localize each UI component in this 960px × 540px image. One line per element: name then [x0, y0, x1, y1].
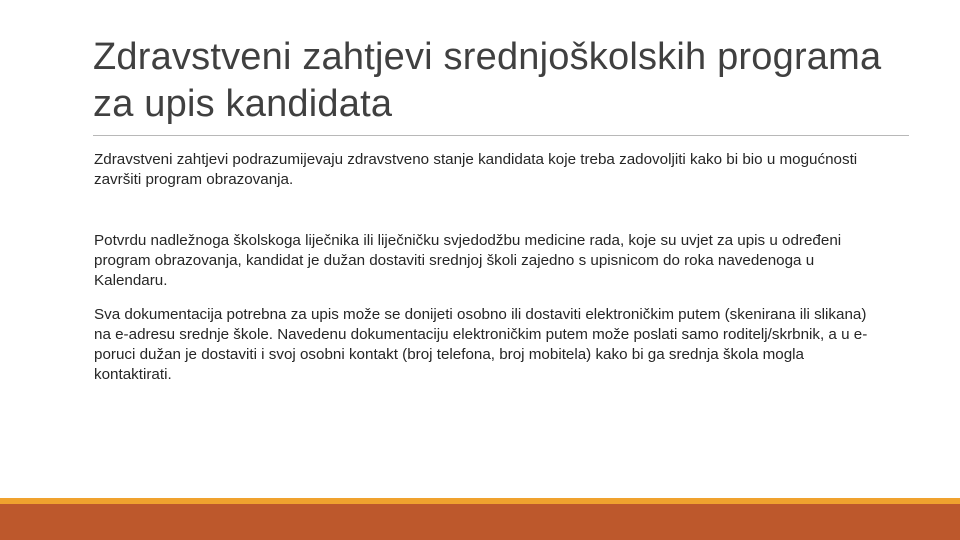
paragraph-medical-certificate: Potvrdu nadležnoga školskoga liječnika ili liječničku svjedodžbu medicine rada, koje su uvjet za upis u određeni program obrazovanja, kandidat je dužan dostaviti srednjoj školi zajedno s upisnicom do roka navedenoga u Kalendaru.	[94, 232, 842, 289]
paragraph-documentation-submission: Sva dokumentacija potrebna za upis može se donijeti osobno ili dostaviti elektroničkim putem (skenirana ili slikana) na e-adresu srednje škole. Navedenu dokumentaciju elektroničkim putem može poslati samo roditelj/skrbnik, a u e-poruci dužan je dostaviti i svoj osobni kontakt (broj telefona, broj mobitela) kako bi ga srednja škola mogla kontaktirati.	[94, 306, 868, 383]
footer-band	[0, 504, 960, 540]
slide-body	[94, 150, 884, 385]
slide-title: Zdravstveni zahtjevi srednjoškolskih programa za upis kandidata	[93, 36, 882, 125]
paragraph-health-requirements: Zdravstveni zahtjevi podrazumijevaju zdravstveno stanje kandidata koje treba zadovoljiti kako bi bio u mogućnosti završiti program obrazovanja.	[94, 151, 858, 188]
title-divider	[93, 135, 909, 136]
